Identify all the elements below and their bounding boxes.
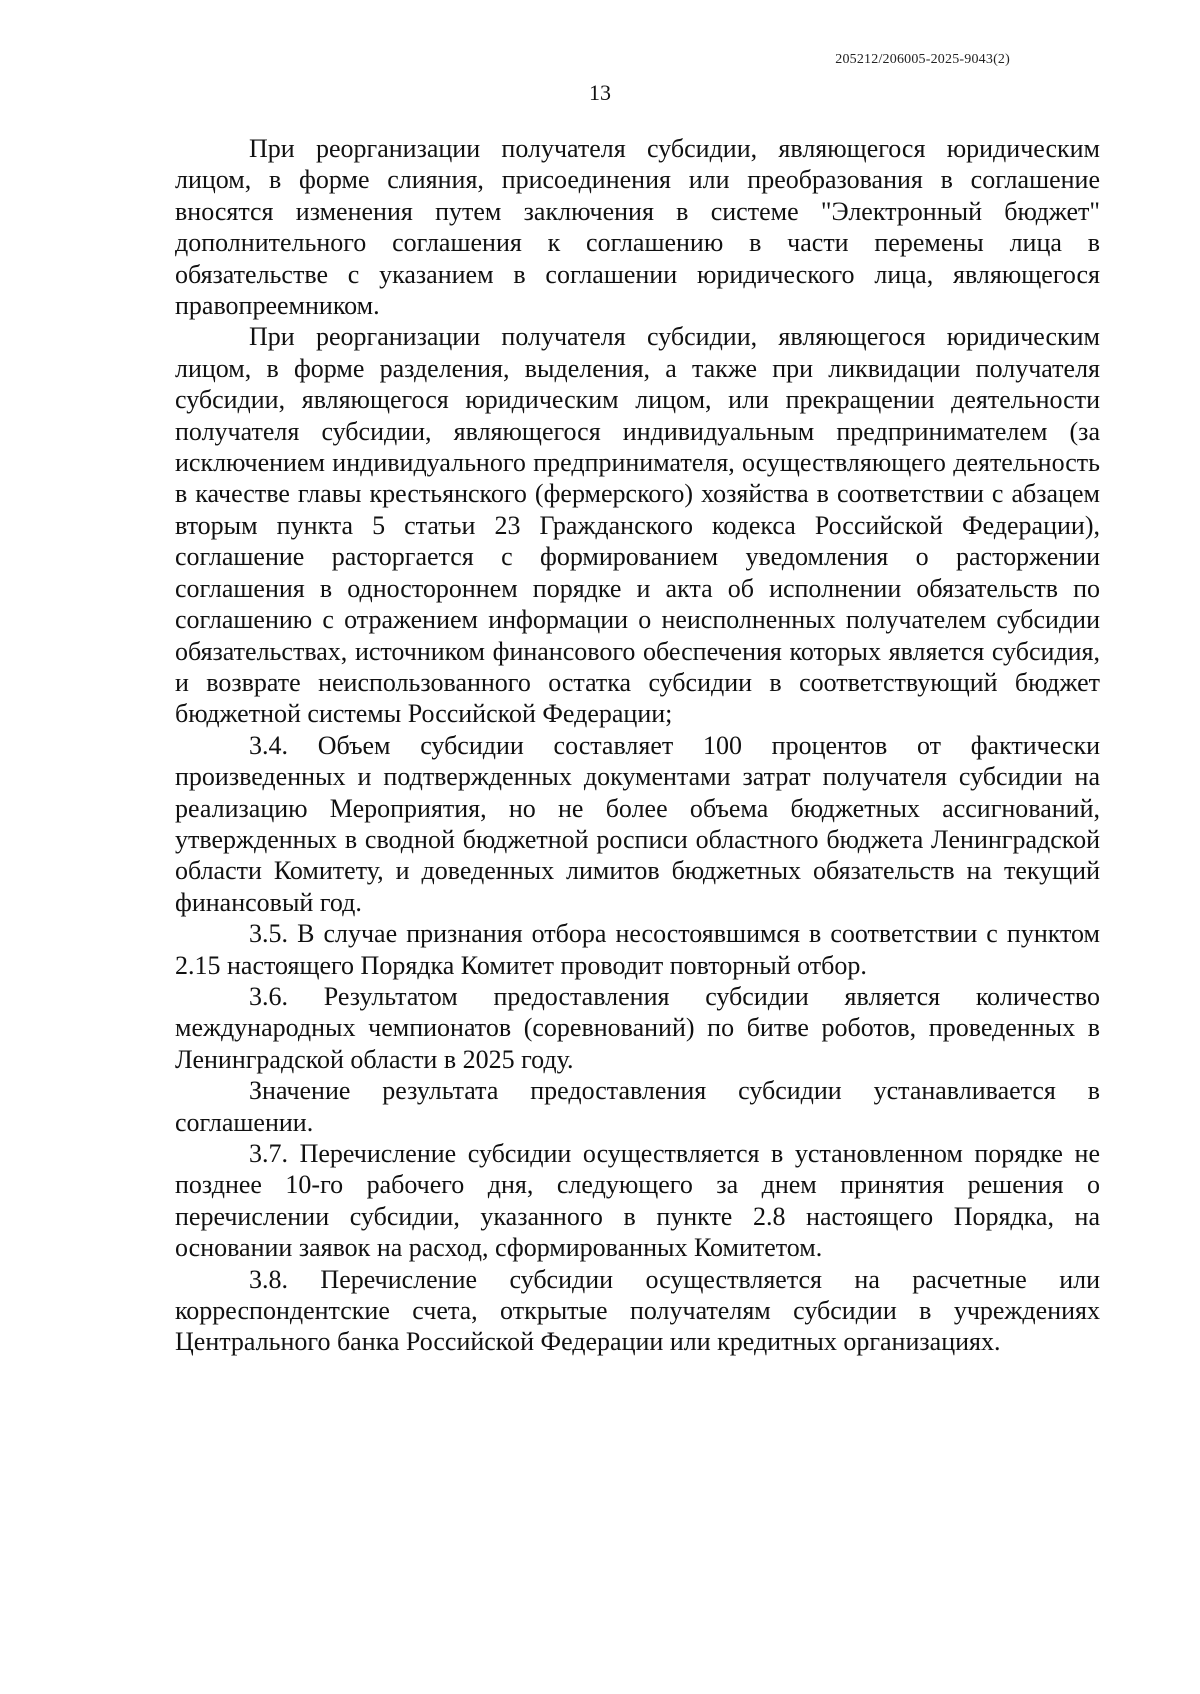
document-body [175,133,1100,1358]
paragraph-3-6-subsidy-result: 3.6. Результатом предоставления субсидии является количество международных чемпионатов (соревнований) по битве роботов, проведенных в Ленинградской области в 2025 году. [175,981,1100,1074]
document-registration-code: 205212/206005-2025-9043(2) [835,52,1010,67]
paragraph-3-4-subsidy-amount: 3.4. Объем субсидии составляет 100 процентов от фактически произведенных и подтвержденных документами затрат получателя субсидии на реализацию Мероприятия, но не более объема бюджетных ассигнований, утвержденных в сводной бюджетной росписи областного бюджета Ленинградской области Комитету, и доведенных лимитов бюджетных обязательств на текущий финансовый год. [175,730,1100,917]
paragraph-3-8-transfer-accounts: 3.8. Перечисление субсидии осуществляется на расчетные или корреспондентские счета, открытые получателям субсидии в учреждениях Центрального банка Российской Федерации или кредитных организациях. [175,1264,1100,1357]
paragraph-result-value: Значение результата предоставления субсидии устанавливается в соглашении. [175,1076,1100,1137]
paragraph-reorganization-division: При реорганизации получателя субсидии, являющегося юридическим лицом, в форме разделения, выделения, а также при ликвидации получателя субсидии, являющегося юридическим лицом, или прекращении деятельности получателя субсидии, являющегося индивидуальным предпринимателем (за исключением индивидуального предпринимателя, осуществляющего деятельность в качестве главы крестьянского (фермерского) хозяйства в соответствии с абзацем вторым пункта 5 статьи 23 Гражданского кодекса Российской Федерации), соглашение расторгается с формированием уведомления о расторжении соглашения в одностороннем порядке и акта об исполнении обязательств по соглашению с отражением информации о неисполненных получателем субсидии обязательствах, источником финансового обеспечения которых является субсидия, и возврате неиспользованного остатка субсидии в соответствующий бюджет бюджетной системы Российской Федерации; [175,322,1100,729]
paragraph-reorganization-merger: При реорганизации получателя субсидии, являющегося юридическим лицом, в форме слияния, присоединения или преобразования в соглашение вносятся изменения путем заключения в системе "Электронный бюджет" дополнительного соглашения к соглашению в части перемены лица в обязательстве с указанием в соглашении юридического лица, являющегося правопреемником. [175,134,1100,321]
page-number: 13 [589,80,611,105]
paragraph-3-5-repeat-selection: 3.5. В случае признания отбора несостоявшимся в соответствии с пунктом 2.15 настоящего Порядка Комитет проводит повторный отбор. [175,919,1100,980]
paragraph-3-7-transfer-timing: 3.7. Перечисление субсидии осуществляется в установленном порядке не позднее 10-го рабочего дня, следующего за днем принятия решения о перечислении субсидии, указанного в пункте 2.8 настоящего Порядка, на основании заявок на расход, сформированных Комитетом. [175,1139,1100,1263]
